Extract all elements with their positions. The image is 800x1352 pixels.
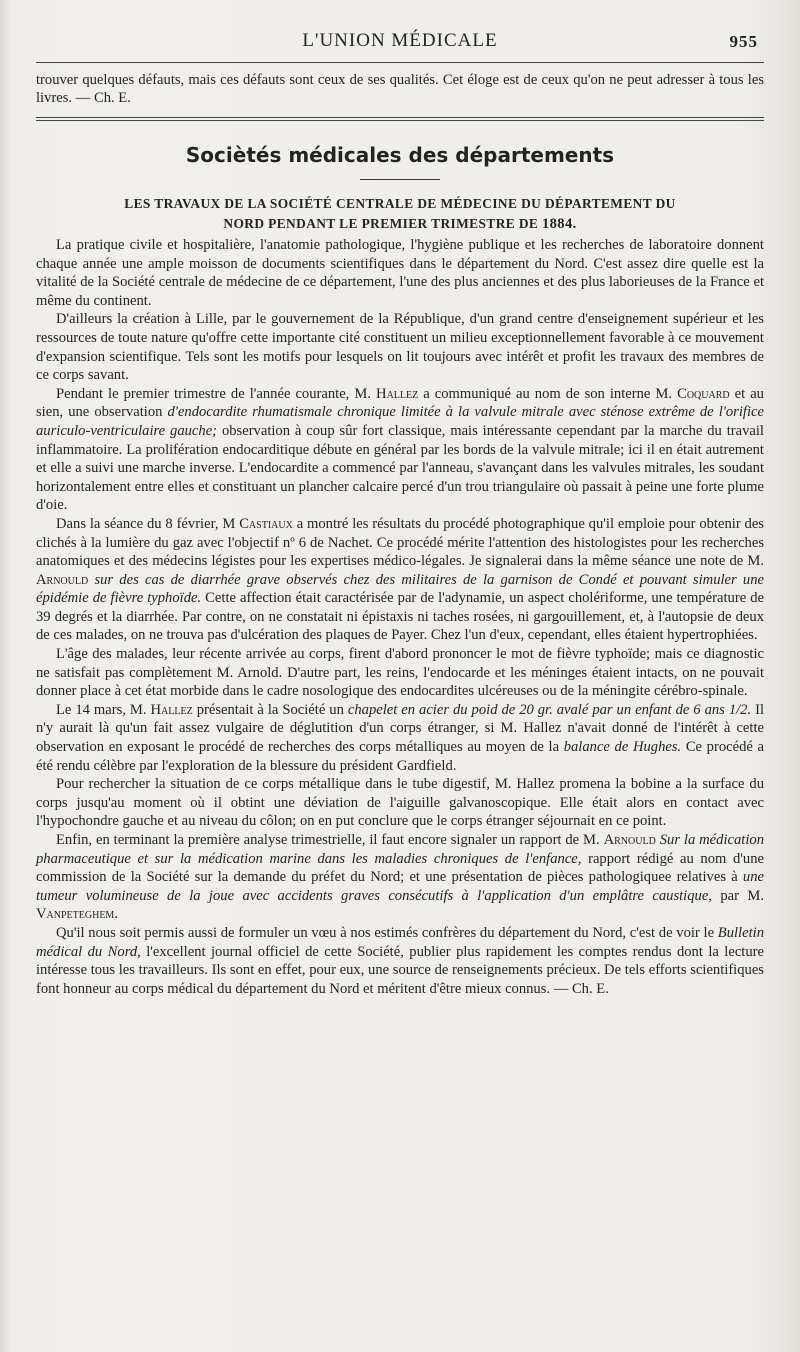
text-run: et au sien, une observation [36,385,764,421]
intro-paragraph: trouver quelques défauts, mais ces défauts sont ceux de ses qualités. Cet éloge est de ceux qu'on ne peut adresser à tous les livres. — Ch. E. [36,72,764,106]
author-name: Vanpeteghem. [36,906,118,923]
author-name: Hallez [150,701,193,718]
text-run: Pendant le premier trimestre de l'année courante, M. [56,385,371,402]
text-run: par M. [720,887,764,904]
header-rule [36,62,764,63]
text-run: Qu'il nous soit permis aussi de formuler un vœu à nos estimés confrères du département du Nord, c'est de voir le [56,924,715,941]
italic-title: d'endocardite rhumatismale chronique limitée à la valvule mitrale avec sténose extrême de l'orifice auriculo-ventriculaire gauche; [36,404,764,439]
paragraph-1: La pratique civile et hospitalière, l'anatomie pathologique, l'hygiène publique et les recherches de laboratoire donnent chaque année une ample moisson de documents scientifiques dans le département du Nord. C'est assez dire quelle est la vitalité de la Société centrale de médecine de ce département, l'une des plus anciennes et des plus laborieuses de la France et même du continent. [36,237,764,309]
author-name: Hallez [376,385,419,402]
text-run: a montré les résultats du procédé photographique qu'il emploie pour obtenir des clichés à la lumière du gaz avec l'objectif nº 6 de Nachet. Ce procédé mérite l'attention des histologistes pour les recherches anatomiques et des médecins légistes pour les expertises médico-légales. Je signalerai dans la même séance une note de M. [36,515,764,570]
text-run: Dans la séance du 8 février, M [56,515,236,532]
text-run: l'excellent journal officiel de cette Société, publier plus rapidement les comptes rendus dont la lecture intéresse tous les travailleurs. Ils sont en effet, pour eux, une source de renseignements précieux. De tels efforts scientifiques font honneur au corps médical du département du Nord et méritent d'être mieux connus. — Ch. E. [36,943,765,997]
text-run: présentait à la Société un [196,701,344,718]
text-run: Cette affection était caractérisée par de l'adynamie, un aspect cholériforme, une température de 39 degrés et la diarrhée. Par contre, on ne constatait ni épistaxis ni taches rosées, ni gargouillement, et, à l'autopsie de deux de ces malades, on ne trouva pas d'ulcération des plaques de Payer. Chez l'un d'eux, cependant, elles étaient hypertrophiées. [36,590,764,644]
paragraph-8 [36,831,764,924]
italic-title: sur des cas de diarrhée grave observés chez des militaires de la garnison de Condé et pouvant simuler une épidémie de fièvre typhoïde. [36,571,764,607]
article-body [36,236,764,998]
italic-title: Bulletin médical du Nord, [36,924,764,960]
text-run: Enfin, en terminant la première analyse trimestrielle, il faut encore signaler un rapport de M. [56,832,600,848]
text-run: observation à coup sûr fort classique, mais intéressante cependant par la marche du travail inflammatoire. La prolifération endocarditique débute en général par les bords de la valvule mitrale; ici il en était autrement et elle a suivi une marche inverse. L'endocardite a commencé par l'anneau, s'avançant dans les valvules mitrales, les soudant horizontalement entre elles et constituant un plancher calcaire percé d'un trou triangulaire où passait à peine une forte plume d'oie. [36,422,764,514]
article-title [36,194,764,234]
paragraph-9 [36,924,764,998]
paragraph-7: Pour rechercher la situation de ce corps métallique dans le tube digestif, M. Hallez promena la bobine a la surface du corps jusqu'au moment où il obtint une déviation de l'aiguille galvanoscopique. Elle était alors en contact avec l'hypochondre gauche et au niveau du côlon; on en put conclure que le corps étranger séjournait en ce point. [36,776,764,830]
italic-title: une tumeur volumineuse de la joue avec accidents graves consécutifs à l'application d'un emplâtre caustique, [36,869,764,904]
paragraph-2: D'ailleurs la création à Lille, par le gouvernement de la République, d'un grand centre d'enseignement supérieur et les ressources de toute nature qu'offre cette importante cité constituent un milieu exceptionnellement favorable à ce mouvement d'expansion scientifique. Tels sont les motifs pour lesquels on lit toujours avec intérêt et profit les travaux des membres de ce corps savant. [36,311,764,384]
article-title-text: NORD PENDANT LE PREMIER TRIMESTRE DE [223,216,539,231]
section-title: Sociètés médicales des départements [185,143,615,167]
paragraph-4 [36,515,764,645]
paragraph-6 [36,701,764,775]
article-title-line-1: LES TRAVAUX DE LA SOCIÉTÉ CENTRALE DE MÉDECINE DU DÉPARTEMENT DU [124,196,676,211]
italic-title: Sur la médication pharmaceutique et sur la médication marine dans les maladies chroniques de l'enfance, [36,832,764,867]
page-number: 955 [729,32,758,51]
italic-title: balance de Hughes. [563,739,682,756]
article-title-line-2 [36,214,764,234]
text-run: Le 14 mars, M. [56,701,147,718]
paragraph-3 [36,385,764,515]
author-name: Arnould [36,571,89,588]
section-divider [36,117,764,121]
title-underline [360,179,440,180]
text-run: a communiqué au nom de son interne M. [423,385,673,402]
author-name: Coquard [677,385,730,402]
paragraph-5: L'âge des malades, leur récente arrivée au corps, firent d'abord prononcer le mot de fièvre typhoïde; mais ce diagnostic ne satisfait pas complètement M. Arnold. D'autre part, les reins, l'endocarde et les méninges étaient intacts, on ne pouvait donner place à cet état morbide dans le cadre nosologique des endocardites ulcéreuses ou de la méningite cérébro-spinale. [36,646,764,700]
article-title-year: 1884. [542,216,577,232]
text-run: rapport rédigé au nom d'une commission de la Société sur la demande du préfet du Nord; et une présentation de pièces pathologiquee relatives à [36,850,764,886]
running-header [36,30,764,56]
author-name: Arnould [603,832,656,848]
text-run: Ce procédé a été rendu célèbre par l'exploration de la blessure du président Gardfield. [36,739,764,774]
text-run: Il n'y aurait là qu'un fait assez vulgaire de déglutition d'un corps étranger, si M. Hallez n'avait donné de l'intérêt à cette observation en exposant le procédé de recherches des corps métalliques au moyen de la [36,701,765,756]
running-title: L'UNION MÉDICALE [302,30,498,51]
italic-title: chapelet en acier du poid de 20 gr. avalé par un enfant de 6 ans 1/2. [347,701,752,718]
author-name: Castiaux [239,515,293,532]
